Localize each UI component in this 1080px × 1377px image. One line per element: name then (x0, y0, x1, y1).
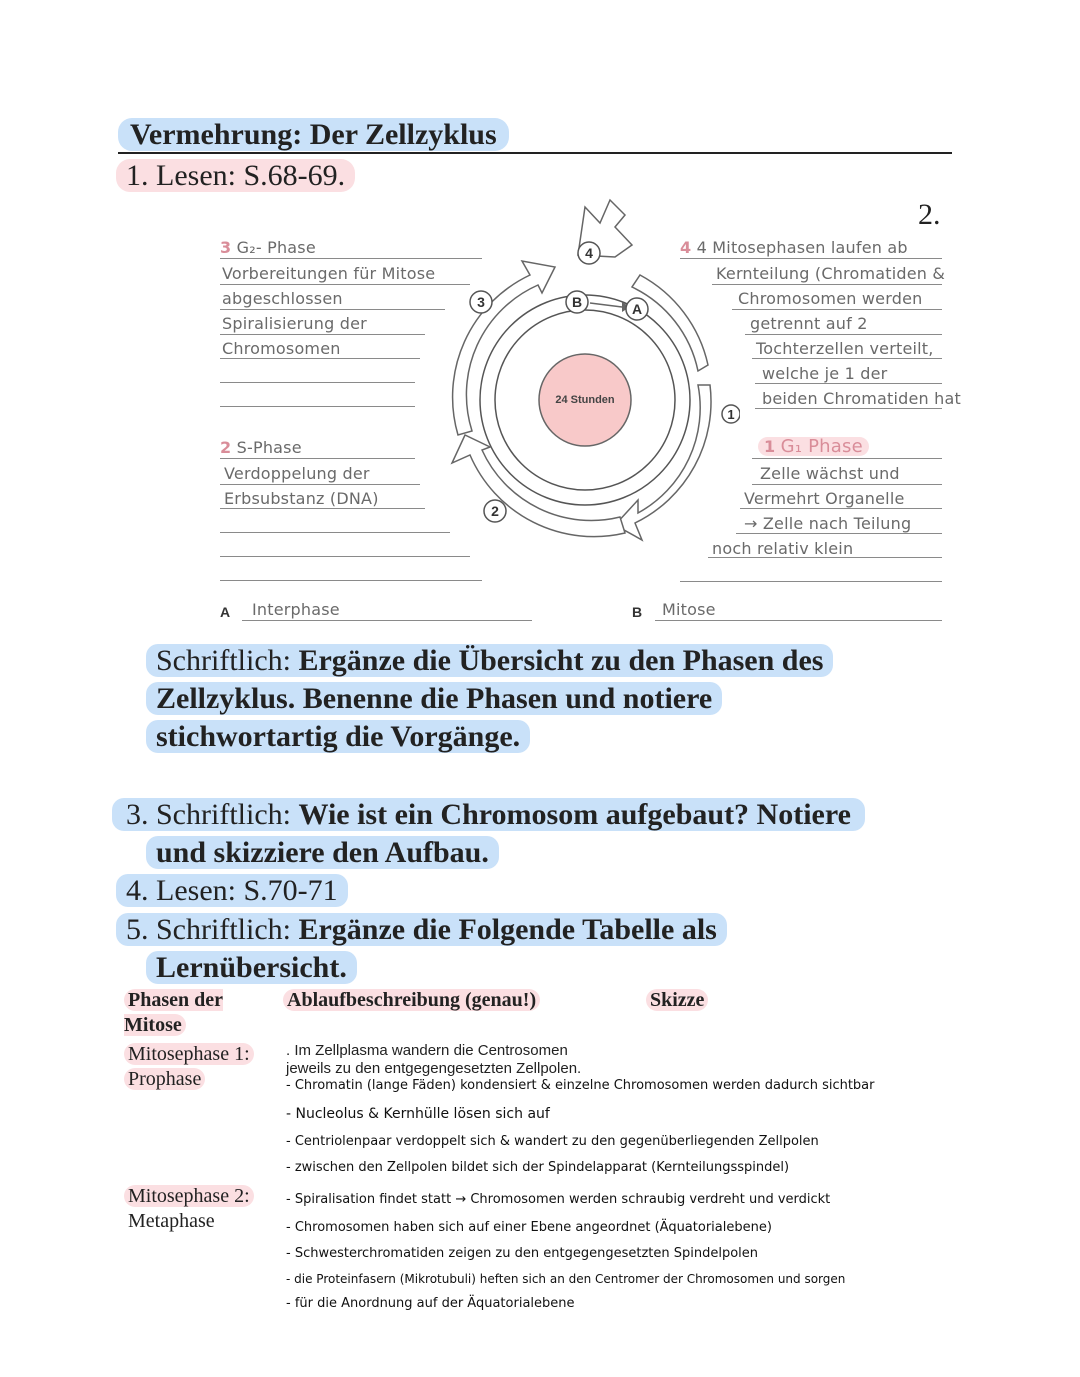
legend-a-line (242, 620, 532, 621)
row-1-phase (124, 1042, 254, 1092)
g1-rule-1 (752, 484, 942, 485)
mitose-rule-7 (755, 408, 942, 409)
row-2-phase-b: Metaphase (128, 1210, 215, 1232)
g2-rule-5 (220, 382, 415, 383)
s-marker: 2 (220, 438, 232, 457)
g2-rule-6 (220, 406, 415, 407)
mitose-rule-1 (680, 258, 942, 259)
legend-a-key: A (220, 604, 231, 620)
row-2-hand-4: - die Proteinfasern (Mikrotubuli) heften sich an den Centromer der Chromosomen und sorgen (286, 1272, 846, 1286)
row-1-typed-1: . Im Zellplasma wandern die Centrosomen (286, 1042, 568, 1059)
center-label: 24 Stunden (555, 394, 615, 406)
s-title-line (220, 458, 415, 459)
table-header-description (283, 988, 540, 1013)
g1-rule-4 (708, 557, 942, 558)
table-header-sketch-text: Skizze (646, 989, 708, 1011)
table-header-phases (124, 988, 244, 1038)
s-rule-2 (220, 508, 425, 509)
s-rule-3 (220, 532, 450, 533)
task-2-text-1: Ergänze die Übersicht zu den Phasen des (298, 644, 824, 677)
mitose-line-2: Kernteilung (Chromatiden & (716, 264, 946, 283)
task-5-text-1: Ergänze die Folgende Tabelle als (298, 913, 717, 946)
task-3-line-1 (112, 796, 865, 834)
g2-title-line (220, 258, 482, 259)
table-header-phases-text: Phasen der Mitose (124, 989, 223, 1036)
mitose-marker: 4 (680, 238, 692, 257)
marker-b: B (571, 294, 583, 310)
mitose-rule-4 (745, 334, 942, 335)
mitose-line-1 (680, 238, 908, 257)
mitose-rule-6 (755, 383, 942, 384)
row-1-phase-b: Prophase (124, 1068, 205, 1090)
mitose-rule-5 (752, 358, 942, 359)
task-3-text-2: und skizziere den Aufbau. (156, 836, 489, 869)
row-2-hand-2: - Chromosomen haben sich auf einer Ebene angeordnet (Äquatorialebene) (286, 1220, 772, 1235)
g1-marker: 1 (764, 437, 776, 456)
task-2-text-2: Zellzyklus. Benenne die Phasen und notiere (156, 682, 713, 715)
row-1-hand-2: - Nucleolus & Kernhülle lösen sich auf (286, 1106, 550, 1122)
mitose-line-7: beiden Chromatiden hat (762, 389, 961, 408)
s-title (220, 438, 302, 457)
marker-3: 3 (477, 294, 485, 310)
g2-line-4: Chromosomen (222, 339, 341, 358)
row-1-phase-a: Mitosephase 1: (124, 1043, 254, 1065)
mitose-line-5: Tochterzellen verteilt, (756, 339, 934, 358)
marker-1: 1 (727, 407, 735, 422)
g2-rule-3 (220, 334, 425, 335)
mitose-rule-2 (712, 284, 942, 285)
g2-line-3: Spiralisierung der (222, 314, 367, 333)
page-title (118, 116, 509, 154)
mitose-line-3: Chromosomen werden (738, 289, 923, 308)
task-5-line-2 (146, 949, 357, 987)
task-3-text-1: Wie ist ein Chromosom aufgebaut? Notiere (298, 798, 851, 831)
row-2-phase-a: Mitosephase 2: (124, 1185, 254, 1207)
g1-line-2: Vermehrt Organelle (744, 489, 905, 508)
row-1-typed-2: jeweils zu den entgegengesetzten Zellpolen. (286, 1060, 582, 1077)
g1-rule-2 (740, 508, 942, 509)
row-2-phase (124, 1184, 254, 1234)
task-2-prefix: Schriftlich: (156, 644, 299, 677)
task-2-line-3 (146, 718, 530, 756)
g2-rule-4 (220, 358, 420, 359)
legend-b-value: Mitose (662, 600, 716, 619)
g2-title-text: G₂- Phase (236, 238, 316, 257)
section-number: 2. (918, 198, 941, 231)
g1-title (758, 436, 869, 457)
s-arrow (452, 435, 625, 537)
task-4-text: 4. Lesen: S.70-71 (116, 874, 348, 907)
row-2-hand-3: - Schwesterchromatiden zeigen zu den entgegengesetzten Spindelpolen (286, 1246, 759, 1261)
task-5-prefix: 5. Schriftlich: (126, 913, 299, 946)
task-1-text: 1. Lesen: S.68-69. (116, 159, 355, 192)
row-1-hand-1: - Chromatin (lange Fäden) kondensiert & einzelne Chromosomen werden dadurch sichtbar (286, 1078, 875, 1093)
task-1 (116, 157, 355, 195)
task-3-line-2 (146, 834, 499, 872)
marker-2: 2 (491, 503, 499, 519)
task-5-text-2: Lernübersicht. (156, 951, 347, 984)
s-rule-1 (220, 484, 420, 485)
mitose-line-4: getrennt auf 2 (750, 314, 868, 333)
mitosis-return-arrow (632, 275, 708, 371)
g1-title-line (752, 458, 942, 459)
s-rule-5 (220, 580, 482, 581)
s-title-text: S-Phase (236, 438, 302, 457)
g1-title-text: G₁ Phase (780, 436, 863, 457)
g2-title (220, 238, 316, 257)
task-2-text-3: stichwortartig die Vorgänge. (156, 720, 521, 753)
title-underline (118, 152, 952, 154)
marker-a: A (631, 301, 643, 317)
s-line-1: Verdoppelung der (224, 464, 370, 483)
g2-line-2: abgeschlossen (222, 289, 343, 308)
legend-b-key: B (632, 604, 643, 620)
table-header-description-text: Ablaufbeschreibung (genau!) (283, 989, 540, 1011)
table-header-sketch (646, 988, 708, 1013)
mitose-rule-3 (732, 309, 942, 310)
task-3-prefix: 3. Schriftlich: (126, 798, 299, 831)
row-1-hand-4: - zwischen den Zellpolen bildet sich der Spindelapparat (Kernteilungsspindel) (286, 1160, 790, 1175)
g2-marker: 3 (220, 238, 232, 257)
task-5-line-1 (116, 911, 727, 949)
g2-rule-1 (220, 284, 470, 285)
row-2-hand-1: - Spiralisation findet statt → Chromosomen werden schraubig verdreht und verdickt (286, 1192, 831, 1207)
mitose-line-6: welche je 1 der (762, 364, 888, 383)
marker-4: 4 (585, 245, 593, 261)
g1-rule-3 (736, 533, 942, 534)
title-text: Vermehrung: Der Zellzyklus (118, 118, 509, 151)
g2-line-1: Vorbereitungen für Mitose (222, 264, 436, 283)
g1-line-1: Zelle wächst und (760, 464, 900, 483)
row-1-hand-3: - Centriolenpaar verdoppelt sich & wandert zu den gegenüberliegenden Zellpolen (286, 1134, 819, 1149)
task-2-line-2 (146, 680, 722, 718)
task-2-line-1 (146, 642, 833, 680)
g1-line-4: noch relativ klein (712, 539, 854, 558)
task-4 (116, 872, 348, 910)
row-2-hand-5: - für die Anordnung auf der Äquatorialebene (286, 1296, 575, 1311)
g1-rule-5 (680, 581, 942, 582)
mitose-line-1-text: 4 Mitosephasen laufen ab (696, 238, 908, 257)
legend-a-value: Interphase (252, 600, 340, 619)
g2-rule-2 (220, 309, 445, 310)
s-rule-4 (220, 556, 470, 557)
g1-line-3: → Zelle nach Teilung (744, 514, 912, 533)
b-a-connector (590, 303, 622, 307)
legend-b-line (655, 620, 942, 621)
s-line-2: Erbsubstanz (DNA) (224, 489, 379, 508)
